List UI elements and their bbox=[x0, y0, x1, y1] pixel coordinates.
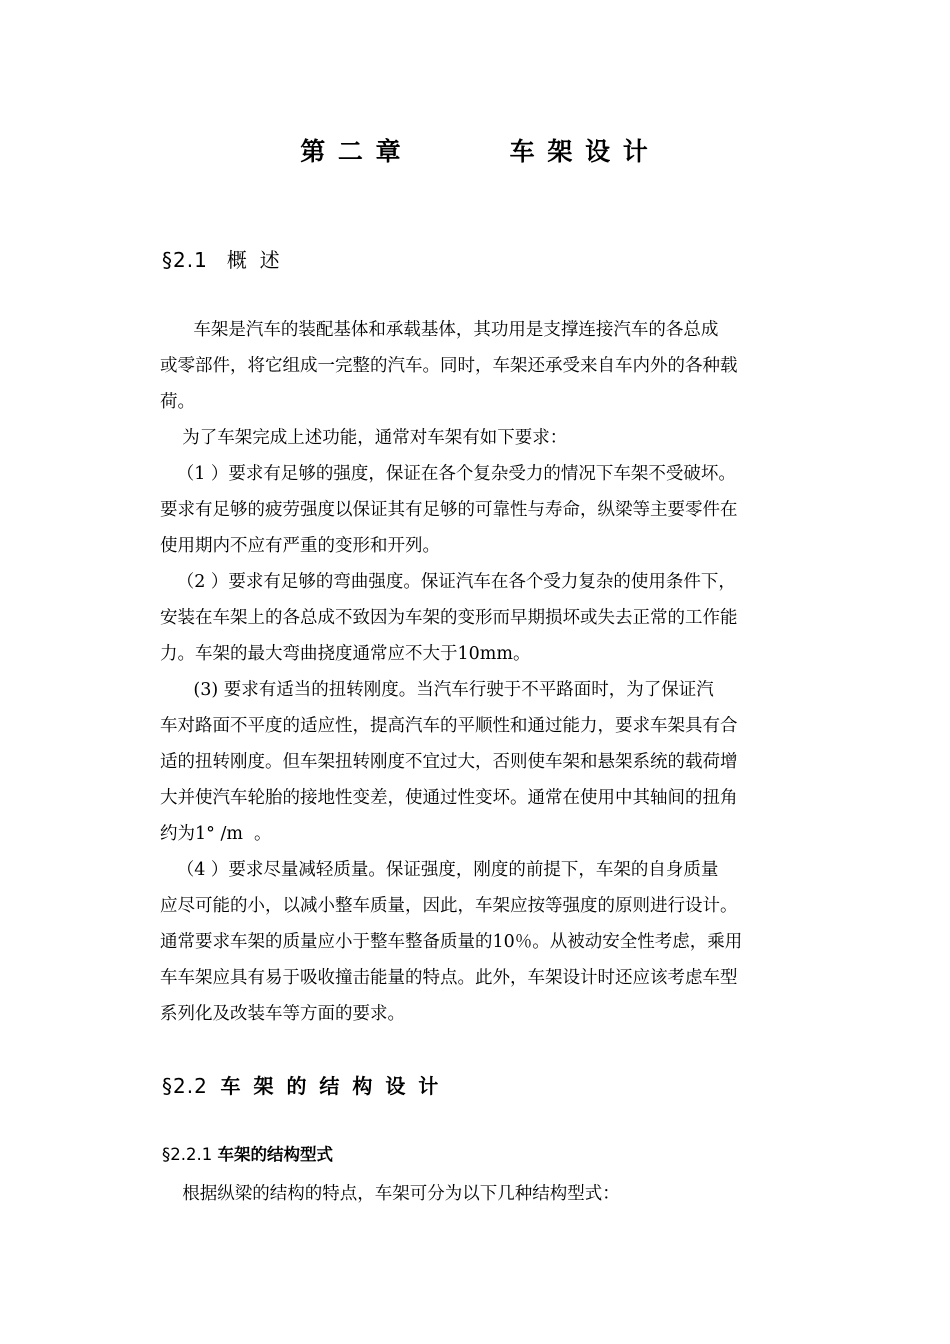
section-number: §2.1 bbox=[162, 248, 208, 272]
paragraph-requirement-3 bbox=[160, 672, 840, 852]
text-line: 系列化及改装车等方面的要求。 bbox=[160, 1004, 405, 1024]
paragraph-structure-types bbox=[160, 1176, 840, 1212]
section-number: §2.2 bbox=[162, 1074, 208, 1098]
paragraph-requirement-4 bbox=[160, 852, 840, 1032]
section-title: 概 述 bbox=[226, 248, 280, 272]
section-heading-2-1 bbox=[162, 245, 280, 275]
text-line: 力。车架的最大弯曲挠度通常应不大于10mm。 bbox=[160, 644, 531, 664]
text-line: (3) 要求有适当的扭转刚度。当汽车行驶于不平路面时，为了保证汽 bbox=[160, 680, 714, 700]
text-line: 约为1° /m 。 bbox=[160, 824, 272, 844]
section-title: 车 架 的 结 构 设 计 bbox=[220, 1074, 442, 1098]
text-line: 或零部件，将它组成一完整的汽车。同时，车架还承受来自车内外的各种载 bbox=[160, 356, 738, 376]
text-line: 要求有足够的疲劳强度以保证其有足够的可靠性与寿命，纵梁等主要零件在 bbox=[160, 500, 738, 520]
text-line: （1 ）要求有足够的强度，保证在各个复杂受力的情况下车架不受破坏。 bbox=[160, 464, 736, 484]
text-line: 车车架应具有易于吸收撞击能量的特点。此外，车架设计时还应该考虑车型 bbox=[160, 968, 738, 988]
section-heading-2-2 bbox=[162, 1071, 441, 1101]
text-line: 适的扭转刚度。但车架扭转刚度不宜过大，否则使车架和悬架系统的载荷增 bbox=[160, 752, 738, 772]
paragraph-requirement-1 bbox=[160, 456, 840, 564]
subsection-title: 车架的结构型式 bbox=[217, 1145, 333, 1164]
paragraph-requirement-2 bbox=[160, 564, 840, 672]
text-line: 大并使汽车轮胎的接地性变差，使通过性变坏。通常在使用中其轴间的扭角 bbox=[160, 788, 738, 808]
text-line: （2 ）要求有足够的弯曲强度。保证汽车在各个受力复杂的使用条件下， bbox=[160, 572, 736, 592]
text-line: 车架是汽车的装配基体和承载基体，其功用是支撑连接汽车的各总成 bbox=[160, 320, 719, 340]
subsection-number: §2.2.1 bbox=[162, 1145, 213, 1164]
text-line: （4 ）要求尽量减轻质量。保证强度，刚度的前提下，车架的自身质量 bbox=[160, 860, 719, 880]
paragraph-requirements-intro bbox=[160, 420, 840, 456]
text-line: 应尽可能的小，以减小整车质量，因此，车架应按等强度的原则进行设计。 bbox=[160, 896, 738, 916]
text-line: 安装在车架上的各总成不致因为车架的变形而早期损坏或失去正常的工作能 bbox=[160, 608, 738, 628]
subsection-heading-2-2-1 bbox=[162, 1142, 333, 1168]
chapter-title: 第 二 章 车 架 设 计 bbox=[300, 137, 650, 166]
text-line: 使用期内不应有严重的变形和开列。 bbox=[160, 536, 440, 556]
text-line: 车对路面不平度的适应性，提高汽车的平顺性和通过能力，要求车架具有合 bbox=[160, 716, 738, 736]
text-line: 根据纵梁的结构的特点，车架可分为以下几种结构型式： bbox=[160, 1184, 620, 1204]
text-line: 为了车架完成上述功能，通常对车架有如下要求： bbox=[160, 428, 568, 448]
text-line: 通常要求车架的质量应小于整车整备质量的10％。从被动安全性考虑，乘用 bbox=[160, 932, 743, 952]
paragraph-overview bbox=[160, 312, 840, 420]
text-line: 荷。 bbox=[160, 392, 195, 412]
